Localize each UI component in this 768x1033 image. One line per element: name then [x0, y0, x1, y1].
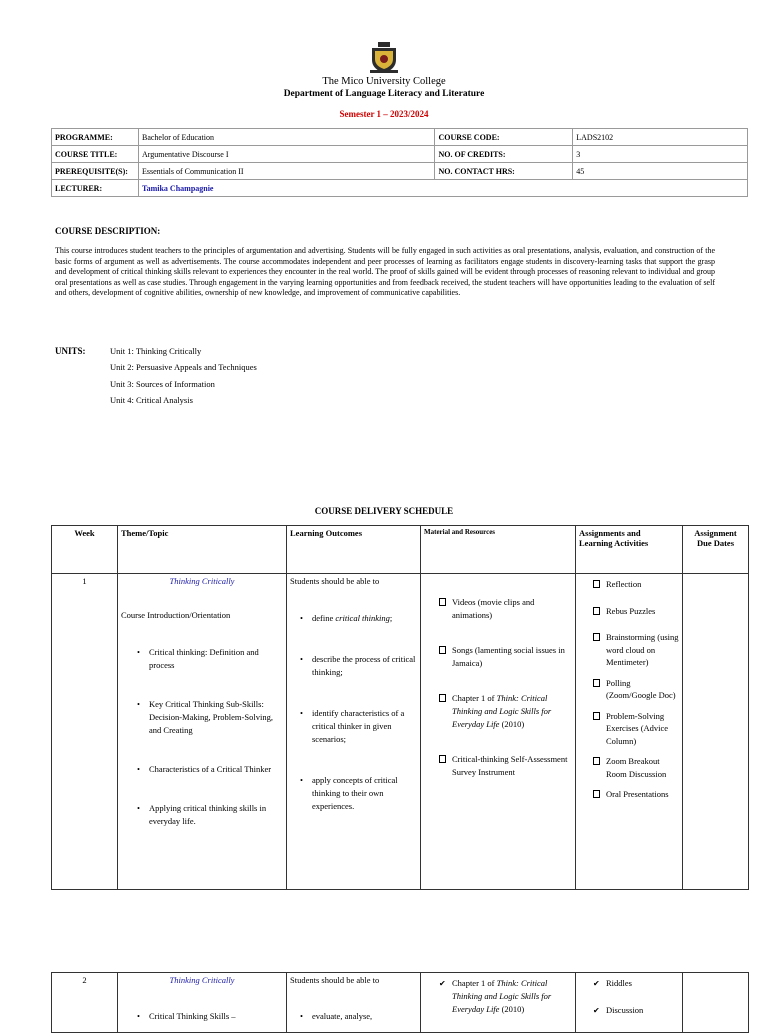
outcome-term: critical thinking	[335, 613, 390, 623]
list-item: ✔ Riddles	[606, 977, 679, 990]
outcome-text-end: ;	[389, 613, 393, 623]
list-item	[452, 692, 572, 731]
list-item: Videos (movie clips and animations)	[452, 596, 572, 622]
course-code-value: LADS2102	[573, 129, 748, 146]
list-item: • Critical Thinking Skills –	[149, 1011, 283, 1021]
course-info-table	[51, 128, 748, 197]
col-assignments	[576, 526, 683, 574]
course-description-text: This course introduces student teachers to the principles of argumentation and advertising. Students will be fully engaged in such activities as oral presentations, analysis, evaluation, and construction of the basic forms of argument as well as advertisements. The course accommodates independent and peer processes of learning as facilitators engage students in discovery-learning tasks that support the grasp and development of critical thinking skills relevant to experiences they encounter in the real world. The proof of skills gained will be evident through processes of reasoning relevant to individual and group oral presentations as well as case studies. Through engagement in the varying learning opportunities and from feedback received, the student teachers will have opportunities leading to the evaluation of self and others, development of cognitive abilities, ownership of new knowledge, and improvement of communicative capabilities.	[55, 246, 715, 298]
list-item: Oral Presentations	[606, 788, 679, 801]
course-description-heading: COURSE DESCRIPTION:	[55, 226, 161, 236]
material-cell	[421, 574, 576, 890]
topic-list	[149, 646, 283, 828]
table-header-row	[52, 526, 749, 574]
list-item: Problem-Solving Exercises (Advice Column)	[606, 710, 679, 748]
theme-title: Thinking Critically	[169, 576, 235, 586]
semester-label: Semester 1 – 2023/2024	[339, 109, 429, 119]
university-name: The Mico University College	[322, 76, 446, 87]
table-row	[52, 129, 748, 146]
course-title-label: COURSE TITLE:	[52, 146, 139, 163]
week-cell: 2	[52, 973, 118, 1033]
book-year: (2010)	[499, 719, 525, 729]
col-assignments-line1: Assignments and	[579, 528, 641, 538]
list-item: Songs (lamenting social issues in Jamaica)	[452, 644, 572, 670]
activities-list	[606, 977, 679, 1017]
programme-value: Bachelor of Education	[138, 129, 434, 146]
list-item: • Characteristics of a Critical Thinker	[149, 763, 283, 776]
contact-hours-value: 45	[573, 163, 748, 180]
topic-list	[149, 1011, 283, 1021]
lecturer-value: Tamika Champagnie	[138, 180, 747, 197]
outcomes-intro: Students should be able to	[290, 576, 380, 586]
contact-hours-label: NO. CONTACT HRS:	[435, 163, 573, 180]
col-material: Material and Resources	[421, 526, 576, 574]
outcomes-intro: Students should be able to	[290, 975, 380, 985]
prerequisite-value: Essentials of Communication II	[138, 163, 434, 180]
due-date-cell	[683, 574, 749, 890]
list-item: Brainstorming (using word cloud on Mentimeter)	[606, 632, 679, 667]
list-item: • Applying critical thinking skills in everyday life.	[149, 802, 283, 828]
list-item: • Key Critical Thinking Sub-Skills: Decision-Making, Problem-Solving, and Creating	[149, 698, 283, 737]
activities-list	[606, 578, 679, 801]
credits-value: 3	[573, 146, 748, 163]
col-outcomes: Learning Outcomes	[287, 526, 421, 574]
col-week: Week	[52, 526, 118, 574]
list-item: Polling (Zoom/Google Doc)	[606, 677, 679, 702]
list-item: Zoom Breakout Room Discussion	[606, 755, 679, 780]
list-item: ✔ Discussion	[606, 1004, 679, 1017]
table-row	[52, 574, 749, 890]
schedule-table	[51, 525, 749, 890]
units-label: UNITS:	[55, 346, 86, 356]
programme-label: PROGRAMME:	[52, 129, 139, 146]
prerequisite-label: PREREQUISITE(S):	[52, 163, 139, 180]
course-title-value: Argumentative Discourse I	[138, 146, 434, 163]
list-item: • identify characteristics of a critical thinker in given scenarios;	[312, 707, 417, 746]
table-row	[52, 163, 748, 180]
material-list	[452, 977, 572, 1016]
col-due	[683, 526, 749, 574]
list-item	[452, 977, 572, 1016]
outcomes-list	[312, 612, 417, 813]
outcomes-list	[312, 1011, 417, 1021]
course-code-label: COURSE CODE:	[435, 129, 573, 146]
week-cell: 1	[52, 574, 118, 890]
table-row	[52, 180, 748, 197]
list-item: • apply concepts of critical thinking to their own experiences.	[312, 774, 417, 813]
outcome-text: define	[312, 613, 336, 623]
activities-cell	[576, 574, 683, 890]
material-text: Chapter 1 of	[452, 693, 497, 703]
material-text: Chapter 1 of	[452, 978, 497, 988]
list-item: • Critical thinking: Definition and process	[149, 646, 283, 672]
theme-title: Thinking Critically	[169, 975, 235, 985]
table-row	[52, 146, 748, 163]
col-due-line1: Assignment	[694, 528, 737, 538]
list-item: • describe the process of critical thinking;	[312, 653, 417, 679]
material-list	[452, 596, 572, 779]
university-crest-logo	[369, 40, 399, 74]
col-due-line2: Due Dates	[696, 538, 735, 548]
book-year: (2010)	[499, 1004, 525, 1014]
col-assignments-line2: Learning Activities	[579, 538, 649, 548]
credits-label: NO. OF CREDITS:	[435, 146, 573, 163]
list-item: Critical-thinking Self-Assessment Survey Instrument	[452, 753, 572, 779]
unit-item: Unit 1: Thinking Critically	[110, 346, 202, 356]
outcomes-cell	[287, 574, 421, 890]
course-intro: Course Introduction/Orientation	[121, 610, 231, 620]
list-item: Rebus Puzzles	[606, 605, 679, 618]
list-item: • evaluate, analyse,	[312, 1011, 417, 1021]
lecturer-label: LECTURER:	[52, 180, 139, 197]
theme-cell	[118, 574, 287, 890]
department-name: Department of Language Literacy and Literature	[283, 89, 485, 99]
list-item	[312, 612, 417, 625]
unit-item: Unit 3: Sources of Information	[110, 379, 215, 389]
schedule-heading: COURSE DELIVERY SCHEDULE	[314, 506, 454, 516]
unit-item: Unit 2: Persuasive Appeals and Techniques	[110, 362, 257, 372]
col-theme: Theme/Topic	[118, 526, 287, 574]
unit-item: Unit 4: Critical Analysis	[110, 395, 193, 405]
book-title: Think: Critical Thinking and Logic Skills for Everyday Life	[452, 978, 552, 1014]
list-item: Reflection	[606, 578, 679, 591]
book-title: Think: Critical Thinking and Logic Skills for Everyday Life	[452, 693, 552, 729]
